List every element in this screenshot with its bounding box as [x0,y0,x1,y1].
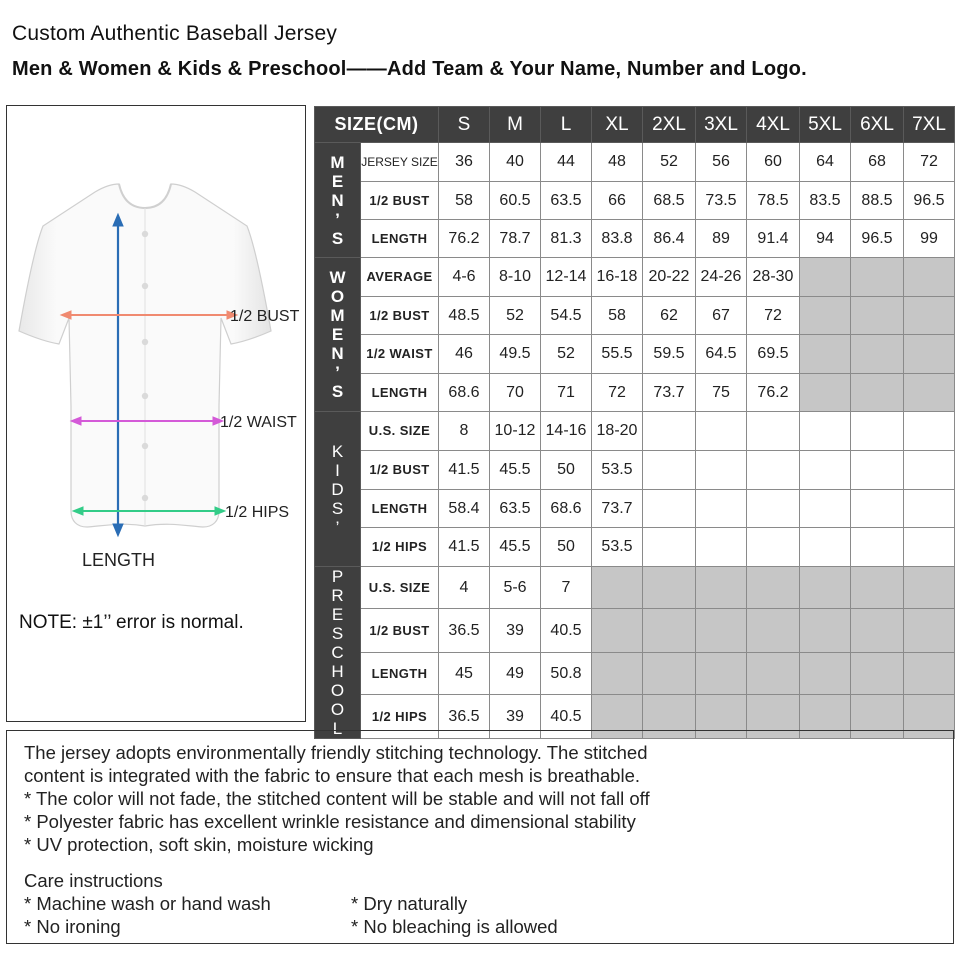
size-header: XL [592,107,643,143]
table-cell [904,258,955,297]
table-cell: 14-16 [541,412,592,451]
table-cell: 45 [439,652,490,694]
feature-item: * Polyester fabric has excellent wrinkle resistance and dimensional stability [24,811,636,832]
table-cell: 45.5 [490,528,541,567]
group-label-letter: S [331,624,344,643]
table-cell: 52 [490,297,541,335]
table-row [315,374,955,412]
table-cell [851,451,904,490]
group-label-letter: I [335,460,340,480]
size-header: S [439,107,490,143]
row-label: 1/2 BUST [361,451,439,490]
row-label: 1/2 BUST [361,182,439,220]
table-row [315,258,955,297]
table-cell [800,297,851,335]
table-cell: 73.7 [592,490,643,528]
group-label-letter: E [331,171,344,191]
table-cell [851,609,904,653]
table-cell [904,652,955,694]
size-header: L [541,107,592,143]
table-row [315,567,955,609]
table-cell: 58 [592,297,643,335]
table-cell: 60.5 [490,182,541,220]
row-label: U.S. SIZE [361,567,439,609]
group-label-letter: L [332,719,343,738]
table-cell: 81.3 [541,220,592,258]
row-label: LENGTH [361,490,439,528]
table-cell: 76.2 [439,220,490,258]
table-cell [904,451,955,490]
table-row [315,297,955,335]
table-cell [851,412,904,451]
waist-label: 1/2 WAIST [220,414,297,431]
row-label: U.S. SIZE [361,412,439,451]
table-cell [592,567,643,609]
table-cell: 96.5 [851,220,904,258]
table-cell [747,412,800,451]
row-label: 1/2 WAIST [361,335,439,374]
table-cell [643,528,696,567]
group-label-letter: O [330,287,345,306]
table-cell: 7 [541,567,592,609]
group-label-letter: ’ [335,517,340,537]
table-cell [800,451,851,490]
table-cell: 63.5 [541,182,592,220]
size-header: 4XL [747,107,800,143]
feature-item: * UV protection, soft skin, moisture wicking [24,834,374,855]
group-label-letter: H [331,662,344,681]
table-cell [904,490,955,528]
table-cell: 40.5 [541,609,592,653]
table-cell: 40.5 [541,695,592,739]
table-cell [592,652,643,694]
care-item: * Dry naturally [351,893,468,914]
table-cell [800,374,851,412]
table-cell: 36.5 [439,695,490,739]
table-cell: 36.5 [439,609,490,653]
table-cell: 4 [439,567,490,609]
error-note: NOTE: ±1’’ error is normal. [19,612,244,633]
size-header: M [490,107,541,143]
table-cell [851,297,904,335]
table-cell: 46 [439,335,490,374]
table-cell: 28-30 [747,258,800,297]
table-cell [643,609,696,653]
table-cell [747,609,800,653]
table-cell: 8 [439,412,490,451]
table-cell: 59.5 [643,335,696,374]
table-cell [643,490,696,528]
table-cell: 53.5 [592,451,643,490]
row-label: 1/2 HIPS [361,528,439,567]
table-cell: 88.5 [851,182,904,220]
table-cell [851,490,904,528]
table-cell [851,335,904,374]
table-cell [643,412,696,451]
table-cell: 45.5 [490,451,541,490]
page-title: Custom Authentic Baseball Jersey [12,22,338,45]
bust-label: 1/2 BUST [230,308,300,325]
table-cell [800,609,851,653]
table-cell: 91.4 [747,220,800,258]
group-label-letter: D [331,479,344,499]
table-cell: 71 [541,374,592,412]
table-cell: 86.4 [643,220,696,258]
table-cell: 41.5 [439,451,490,490]
table-cell [851,528,904,567]
table-cell: 39 [490,695,541,739]
size-header: 2XL [643,107,696,143]
table-cell [904,412,955,451]
table-row [315,490,955,528]
table-cell: 60 [747,143,800,182]
table-cell: 96.5 [904,182,955,220]
group-label-letter: ’ [335,363,340,382]
table-row [315,412,955,451]
jersey-diagram-panel [6,105,306,722]
table-cell: 48.5 [439,297,490,335]
table-cell: 67 [696,297,747,335]
care-item: * Machine wash or hand wash [24,893,271,914]
page-subtitle: Men & Women & Kids & Preschool——Add Team & Your Name, Number and Logo. [12,58,807,80]
table-cell: 72 [904,143,955,182]
table-cell [851,258,904,297]
table-cell [696,567,747,609]
table-cell: 89 [696,220,747,258]
group-label-cell [315,258,361,412]
size-header: 3XL [696,107,747,143]
table-cell [696,652,747,694]
table-cell: 40 [490,143,541,182]
table-cell: 72 [747,297,800,335]
table-cell: 54.5 [541,297,592,335]
table-cell: 8-10 [490,258,541,297]
size-header: 5XL [800,107,851,143]
group-label-cell [315,412,361,567]
table-cell [747,490,800,528]
table-row [315,609,955,653]
table-cell: 73.7 [643,374,696,412]
row-label: LENGTH [361,374,439,412]
group-label-letter: M [330,306,345,325]
table-cell: 72 [592,374,643,412]
length-label: LENGTH [82,550,156,570]
table-cell [800,490,851,528]
table-cell: 5-6 [490,567,541,609]
table-cell [747,652,800,694]
table-cell: 99 [904,220,955,258]
size-header: 6XL [851,107,904,143]
table-row [315,652,955,694]
table-cell [800,335,851,374]
group-label-letter: R [331,586,344,605]
table-cell: 83.8 [592,220,643,258]
size-chart-table [314,106,955,739]
size-header: 7XL [904,107,955,143]
care-title: Care instructions [24,870,163,891]
row-label: LENGTH [361,652,439,694]
table-cell: 78.7 [490,220,541,258]
table-cell: 58 [439,182,490,220]
table-cell [696,528,747,567]
table-cell: 64 [800,143,851,182]
care-item: * No bleaching is allowed [351,916,558,937]
group-label-letter: E [331,605,344,624]
group-label-letter: O [330,700,345,719]
table-cell [800,567,851,609]
table-cell [643,451,696,490]
table-cell [747,451,800,490]
table-cell [747,567,800,609]
group-label-letter: N [331,190,344,210]
table-cell: 68.6 [439,374,490,412]
table-cell: 69.5 [747,335,800,374]
table-cell: 41.5 [439,528,490,567]
group-label-letter: S [331,382,344,401]
table-cell [800,412,851,451]
table-cell: 76.2 [747,374,800,412]
table-cell [696,412,747,451]
group-label-letter: P [331,567,344,586]
table-cell [851,374,904,412]
group-label-letter: W [329,268,346,287]
table-cell [800,652,851,694]
table-cell: 64.5 [696,335,747,374]
table-cell [643,567,696,609]
table-cell: 58.4 [439,490,490,528]
table-cell [904,335,955,374]
table-cell [747,528,800,567]
table-cell [851,652,904,694]
table-cell [904,528,955,567]
table-cell [696,609,747,653]
group-label-letter: N [331,344,344,363]
table-cell: 68 [851,143,904,182]
feature-item: * The color will not fade, the stitched content will be stable and will not fall off [24,788,650,809]
table-cell: 49.5 [490,335,541,374]
description-line: The jersey adopts environmentally friendly stitching technology. The stitched [24,742,648,763]
row-label: 1/2 HIPS [361,695,439,739]
group-label-letter: S [331,498,344,518]
table-cell: 50 [541,451,592,490]
table-row [315,335,955,374]
table-row [315,451,955,490]
row-label: 1/2 BUST [361,609,439,653]
table-cell: 68.6 [541,490,592,528]
table-cell: 18-20 [592,412,643,451]
table-cell: 20-22 [643,258,696,297]
table-cell: 70 [490,374,541,412]
table-cell: 68.5 [643,182,696,220]
table-cell: 63.5 [490,490,541,528]
group-label-letter: K [331,441,344,461]
row-label: 1/2 BUST [361,297,439,335]
table-cell [904,374,955,412]
table-cell: 12-14 [541,258,592,297]
table-cell: 83.5 [800,182,851,220]
table-cell: 44 [541,143,592,182]
table-cell: 66 [592,182,643,220]
table-row [315,220,955,258]
group-label-letter: ’ [335,209,340,229]
product-description [6,730,954,944]
table-cell: 52 [643,143,696,182]
table-cell: 56 [696,143,747,182]
table-cell: 36 [439,143,490,182]
group-label-letter: S [331,228,344,248]
table-cell: 49 [490,652,541,694]
hips-label: 1/2 HIPS [225,504,290,521]
table-cell [696,451,747,490]
group-label-letter: C [331,643,344,662]
group-label-cell [315,143,361,258]
table-cell: 10-12 [490,412,541,451]
table-cell: 48 [592,143,643,182]
table-cell: 53.5 [592,528,643,567]
group-label-cell [315,567,361,739]
group-label-letter: O [330,681,345,700]
table-cell [800,528,851,567]
table-cell [904,567,955,609]
row-label: AVERAGE [361,258,439,297]
table-cell: 62 [643,297,696,335]
table-cell: 55.5 [592,335,643,374]
table-cell: 16-18 [592,258,643,297]
table-cell: 94 [800,220,851,258]
table-row [315,528,955,567]
table-cell: 24-26 [696,258,747,297]
table-row [315,182,955,220]
table-cell [643,652,696,694]
table-cell [800,258,851,297]
table-cell [904,297,955,335]
table-cell [696,490,747,528]
table-cell [904,609,955,653]
row-label: LENGTH [361,220,439,258]
table-cell: 75 [696,374,747,412]
group-label-letter: M [330,152,345,172]
table-cell: 39 [490,609,541,653]
table-row [315,143,955,182]
table-cell [851,567,904,609]
care-item: * No ironing [24,916,121,937]
table-cell: 73.5 [696,182,747,220]
row-label: JERSEY SIZE [361,143,439,182]
table-cell [592,609,643,653]
table-cell: 52 [541,335,592,374]
description-line: content is integrated with the fabric to ensure that each mesh is breathable. [24,765,641,786]
table-cell: 50.8 [541,652,592,694]
table-cell: 50 [541,528,592,567]
table-cell: 78.5 [747,182,800,220]
table-cell: 4-6 [439,258,490,297]
table-corner-header: SIZE(CM) [315,107,439,143]
group-label-letter: E [331,325,344,344]
